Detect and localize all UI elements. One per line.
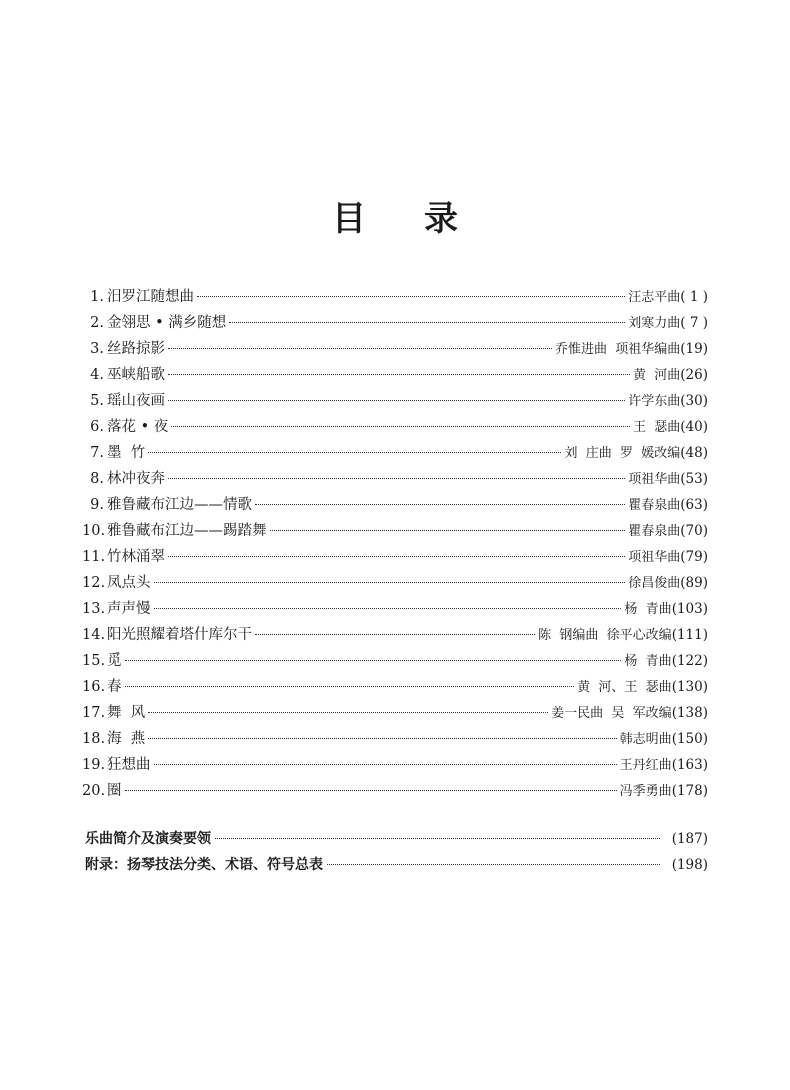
entry-composer: 姜一民曲 吴 军改编: [551, 706, 672, 721]
entry-page: (138): [671, 705, 708, 721]
entry-number: 6.: [90, 419, 104, 435]
dot-leader: [168, 556, 625, 557]
entry-number: 8.: [90, 471, 104, 487]
entry-page: (122): [671, 653, 708, 669]
entry-number: 2.: [90, 315, 104, 331]
entry-title: 汨罗江随想曲: [107, 289, 194, 305]
entry-composer: 冯季勇曲: [619, 784, 672, 799]
toc-entry[interactable]: [82, 414, 708, 440]
entry-page: ( 1 ): [680, 289, 708, 305]
entry-title: 凤点头: [107, 575, 151, 591]
toc-entry[interactable]: [82, 700, 708, 726]
entry-composer: 许学东曲: [628, 394, 681, 409]
toc-entry[interactable]: [82, 466, 708, 492]
entry-title: 林冲夜奔: [107, 471, 165, 487]
entry-number: 5.: [90, 393, 104, 409]
entry-composer: 陈 钢编曲 徐平心改编: [538, 628, 672, 643]
entry-composer: 项祖华曲: [628, 550, 681, 565]
entry-composer: 汪志平曲: [628, 290, 681, 305]
entry-page: (26): [680, 367, 708, 383]
dot-leader: [154, 608, 622, 609]
entry-number: 16.: [82, 679, 106, 695]
extra-page: (187): [671, 831, 708, 847]
dot-leader: [215, 838, 660, 839]
dot-leader: [154, 582, 626, 583]
dot-leader: [168, 374, 630, 375]
entry-title: 落花 • 夜: [107, 419, 169, 435]
extra-title: 附录：扬琴技法分类、术语、符号总表: [85, 857, 323, 873]
dot-leader: [270, 530, 626, 531]
page-title: [0, 195, 790, 243]
toc-entry[interactable]: [82, 596, 708, 622]
entry-number: 10.: [82, 523, 106, 539]
entry-number: 1.: [90, 289, 104, 305]
entry-title: 巫峡船歌: [107, 367, 165, 383]
dot-leader: [168, 400, 625, 401]
entry-page: (19): [680, 341, 708, 357]
entry-page: (63): [680, 497, 708, 513]
toc-entry[interactable]: [82, 648, 708, 674]
toc-extra-list: [82, 826, 708, 878]
toc-entry[interactable]: [82, 778, 708, 804]
dot-leader: [148, 738, 616, 739]
entry-page: (30): [680, 393, 708, 409]
entry-title: 墨 竹: [107, 445, 146, 461]
extra-page: (198): [671, 857, 708, 873]
entry-number: 17.: [82, 705, 106, 721]
entry-number: 7.: [90, 445, 104, 461]
entry-composer: 乔惟进曲 项祖华编曲: [555, 342, 681, 357]
entry-composer: 项祖华曲: [628, 472, 681, 487]
dot-leader: [327, 864, 660, 865]
toc-entry[interactable]: [82, 726, 708, 752]
entry-composer: 徐昌俊曲: [628, 576, 681, 591]
entry-page: (150): [671, 731, 708, 747]
entry-composer: 王丹红曲: [619, 758, 672, 773]
entry-page: (111): [671, 627, 708, 643]
entry-composer: 刘 庄曲 罗 媛改编: [564, 446, 681, 461]
entry-page: (48): [680, 445, 708, 461]
dot-leader: [255, 634, 535, 635]
dot-leader: [255, 504, 625, 505]
toc-list: [82, 284, 708, 804]
entry-title: 海 燕: [107, 731, 146, 747]
entry-title: 竹林涌翠: [107, 549, 165, 565]
dot-leader: [168, 348, 552, 349]
entry-number: 18.: [82, 731, 106, 747]
toc-extra-entry[interactable]: [82, 852, 708, 878]
entry-composer: 黄 河曲: [633, 368, 681, 383]
entry-composer: 刘寒力曲: [628, 316, 681, 331]
entry-number: 4.: [90, 367, 104, 383]
entry-composer: 杨 青曲: [624, 654, 672, 669]
toc-entry[interactable]: [82, 674, 708, 700]
entry-title: 狂想曲: [107, 757, 151, 773]
dot-leader: [125, 686, 575, 687]
dot-leader: [168, 478, 625, 479]
dot-leader: [125, 790, 617, 791]
entry-title: 声声慢: [107, 601, 151, 617]
entry-number: 13.: [82, 601, 106, 617]
entry-title: 圈: [107, 783, 122, 799]
entry-page: (70): [680, 523, 708, 539]
entry-number: 14.: [82, 627, 106, 643]
entry-page: (103): [671, 601, 708, 617]
entry-number: 11.: [82, 549, 106, 565]
entry-title: 金翎思 • 满乡随想: [107, 315, 227, 331]
dot-leader: [148, 712, 548, 713]
entry-composer: 黄 河、王 瑟曲: [577, 680, 672, 695]
toc-entry[interactable]: [82, 518, 708, 544]
entry-title: 阳光照耀着塔什库尔干: [107, 627, 252, 643]
dot-leader: [197, 296, 625, 297]
page-title-char-2: 录: [424, 199, 458, 239]
dot-leader: [148, 452, 561, 453]
dot-leader: [171, 426, 630, 427]
entry-composer: 韩志明曲: [619, 732, 672, 747]
entry-page: (89): [680, 575, 708, 591]
entry-title: 觅: [107, 653, 122, 669]
toc-entry[interactable]: [82, 362, 708, 388]
entry-number: 3.: [90, 341, 104, 357]
toc-entry[interactable]: [82, 752, 708, 778]
toc-entry[interactable]: [82, 284, 708, 310]
extra-title: 乐曲简介及演奏要领: [85, 831, 211, 847]
entry-page: (178): [671, 783, 708, 799]
entry-number: 20.: [82, 783, 106, 799]
entry-composer: 瞿春泉曲: [628, 524, 681, 539]
dot-leader: [229, 322, 625, 323]
toc-entry[interactable]: [82, 310, 708, 336]
entry-page: (40): [680, 419, 708, 435]
page-title-char-1: 目: [332, 199, 366, 239]
toc-entry[interactable]: [82, 622, 708, 648]
entry-title: 春: [107, 679, 122, 695]
entry-title: 瑶山夜画: [107, 393, 165, 409]
entry-number: 15.: [82, 653, 106, 669]
toc-entry[interactable]: [82, 336, 708, 362]
toc-entry[interactable]: [82, 570, 708, 596]
dot-leader: [154, 764, 617, 765]
entry-page: (53): [680, 471, 708, 487]
dot-leader: [125, 660, 622, 661]
toc-entry[interactable]: [82, 544, 708, 570]
toc-extra-entry[interactable]: [82, 826, 708, 852]
entry-composer: 王 瑟曲: [633, 420, 681, 435]
entry-title: 雅鲁藏布江边——情歌: [107, 497, 252, 513]
entry-number: 9.: [90, 497, 104, 513]
entry-title: 雅鲁藏布江边——踢踏舞: [107, 523, 267, 539]
entry-composer: 杨 青曲: [624, 602, 672, 617]
entry-title: 丝路掠影: [107, 341, 165, 357]
entry-number: 19.: [82, 757, 106, 773]
toc-entry[interactable]: [82, 440, 708, 466]
toc-entry[interactable]: [82, 492, 708, 518]
entry-page: (79): [680, 549, 708, 565]
entry-number: 12.: [82, 575, 106, 591]
entry-page: ( 7 ): [680, 315, 708, 331]
toc-entry[interactable]: [82, 388, 708, 414]
entry-page: (130): [671, 679, 708, 695]
entry-page: (163): [671, 757, 708, 773]
entry-title: 舞 风: [107, 705, 146, 721]
entry-composer: 瞿春泉曲: [628, 498, 681, 513]
